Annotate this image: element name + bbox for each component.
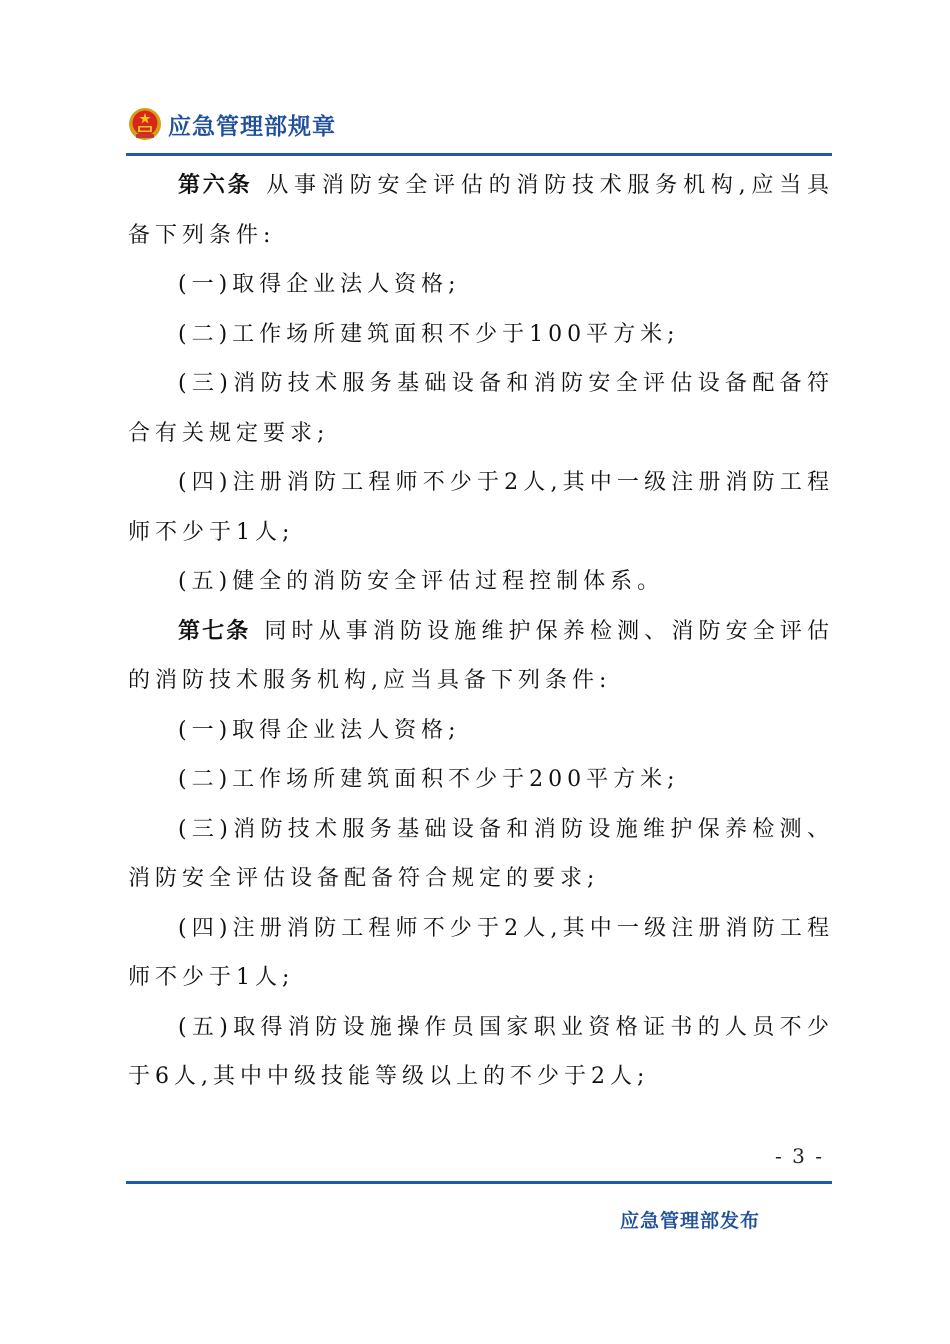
article-6-item-5: (五)健全的消防安全评估过程控制体系。 xyxy=(178,569,665,594)
page-header xyxy=(128,98,336,150)
article-7-label: 第七条 xyxy=(178,618,251,644)
national-emblem-icon xyxy=(128,107,162,141)
header-rule xyxy=(126,153,832,156)
article-6-intro xyxy=(128,161,834,260)
article-6-item-4: (四)注册消防工程师不少于2人,其中一级注册消防工程师不少于1人; xyxy=(128,470,834,545)
header-title: 应急管理部规章 xyxy=(168,113,336,140)
article-6-item-3: (三)消防技术服务基础设备和消防安全评估设备配备符合有关规定要求; xyxy=(128,371,834,446)
article-7-item-5: (五)取得消防设施操作员国家职业资格证书的人员不少于6人,其中中级技能等级以上的不少于2人; xyxy=(128,1014,834,1089)
article-7-item-2: (二)工作场所建筑面积不少于200平方米; xyxy=(178,767,680,792)
document-body xyxy=(128,161,834,1102)
article-7-item-4: (四)注册消防工程师不少于2人,其中一级注册消防工程师不少于1人; xyxy=(128,915,834,990)
article-7-text: 同时从事消防设施维护保养检测、消防安全评估的消防技术服务机构,应当具备下列条件: xyxy=(128,618,834,693)
article-6-item-2: (二)工作场所建筑面积不少于100平方米; xyxy=(178,321,680,347)
article-6-item-1: (一)取得企业法人资格; xyxy=(178,272,461,297)
article-7-item-3: (三)消防技术服务基础设备和消防设施维护保养检测、消防安全评估设备配备符合规定的要求; xyxy=(128,816,834,891)
footer-rule xyxy=(126,1181,832,1184)
page-number: - 3 - xyxy=(775,1144,824,1168)
footer-publisher: 应急管理部发布 xyxy=(620,1210,761,1232)
article-6-label: 第六条 xyxy=(178,173,253,198)
article-7-intro xyxy=(128,607,834,706)
article-7-item-1: (一)取得企业法人资格; xyxy=(178,717,461,743)
article-6-text: 从事消防安全评估的消防技术服务机构,应当具备下列条件: xyxy=(128,173,834,248)
